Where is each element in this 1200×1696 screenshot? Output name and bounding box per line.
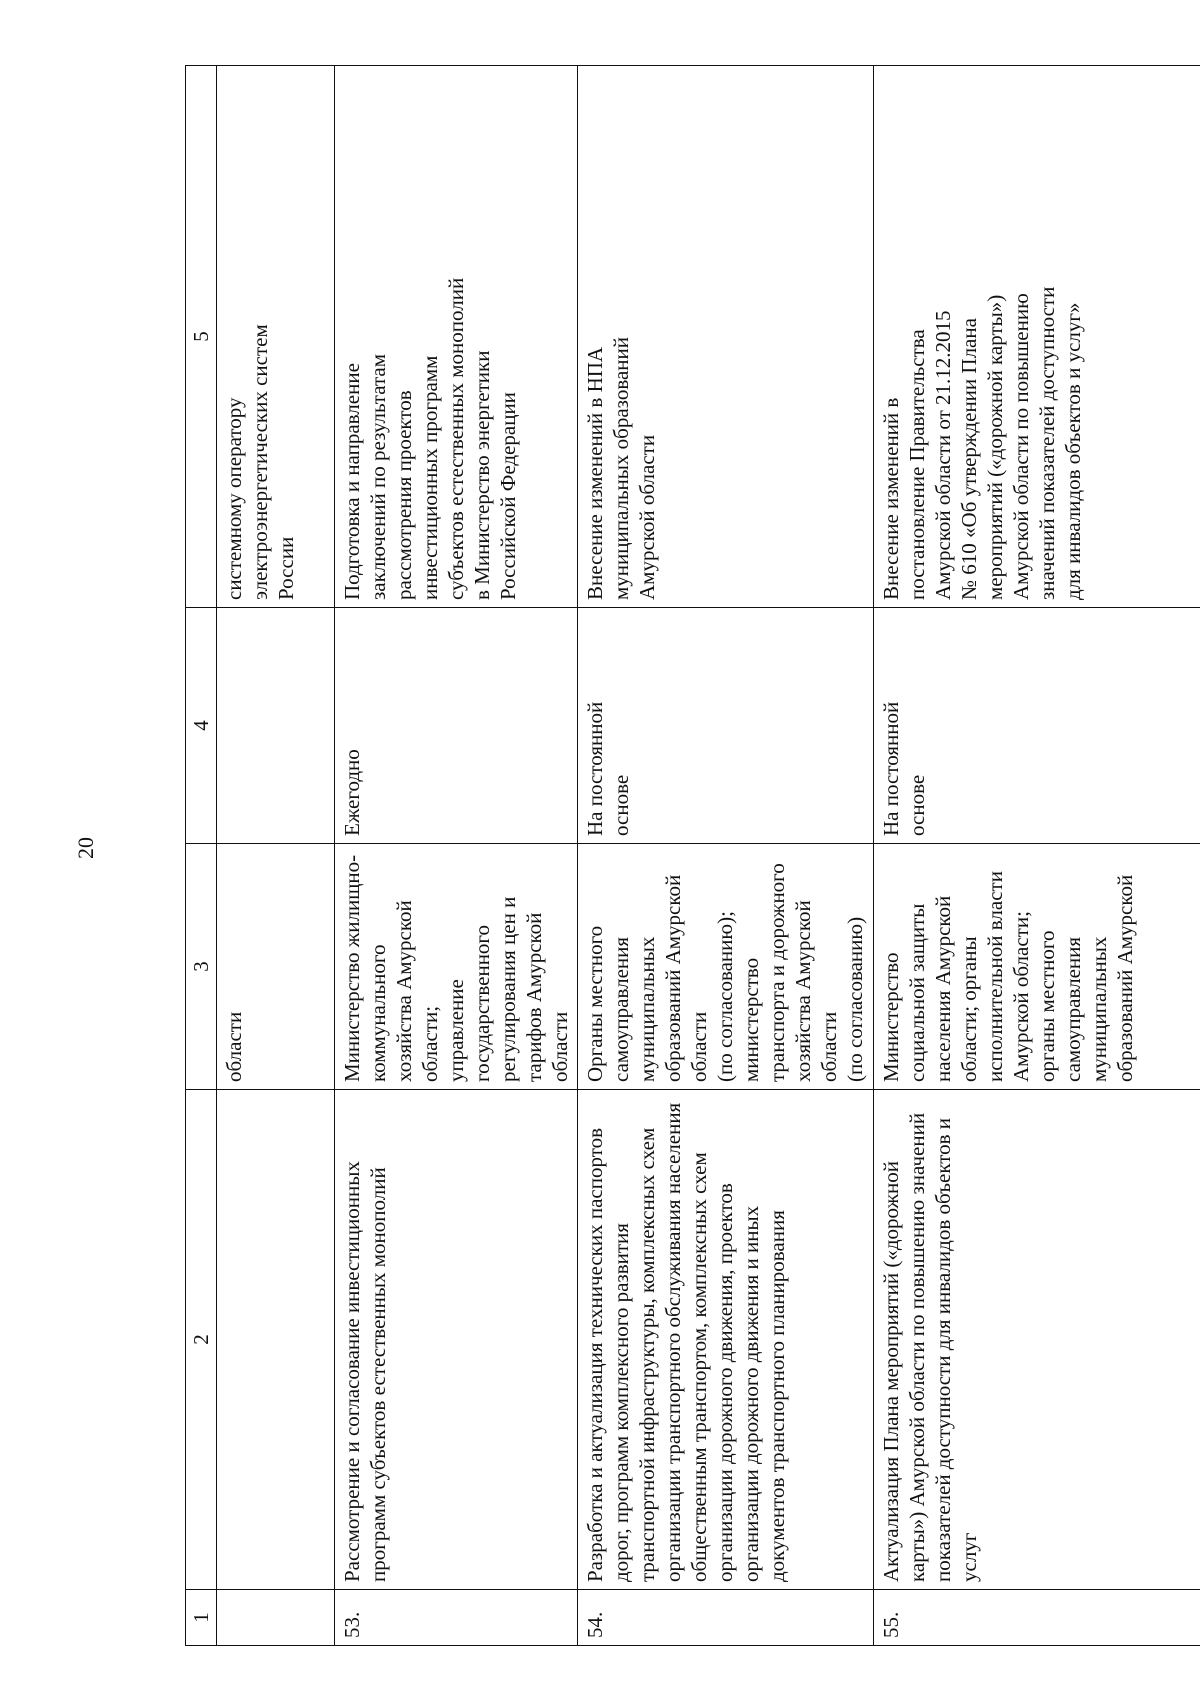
column-header-4: 4: [186, 608, 217, 844]
cell-num: 55.: [874, 1590, 1200, 1646]
cell-result: системному оператору электроэнергетических систем России: [217, 66, 335, 608]
table-row-continuation: [217, 66, 335, 1646]
column-header-3: 3: [186, 844, 217, 1090]
cell-num: 53.: [335, 1590, 578, 1646]
cell-result: Внесение изменений в постановление Правительства Амурской области от 21.12.2015 № 610 «Об утверждении Плана мероприятий («дорожной карты») Амурской области по повышению значений показателей доступности для инвалидов объектов и услуг»: [874, 66, 1200, 608]
table-row: [335, 66, 578, 1646]
table-row: [874, 66, 1200, 1646]
cell-action: [217, 1090, 335, 1590]
cell-deadline: [217, 608, 335, 844]
cell-result: Внесение изменений в НПА муниципальных образований Амурской области: [578, 66, 874, 608]
header-row: [186, 66, 217, 1646]
cell-action: Разработка и актуализация технических паспортов дорог, программ комплексного развития транспортной инфраструктуры, комплексных схем организации транспортного обслуживания населения общественным транспортом, комплексных схем организации дорожного движения, проектов организации дорожного движения и иных документов транспортного планирования: [578, 1090, 874, 1590]
cell-executor: области: [217, 844, 335, 1090]
cell-deadline: На постоянной основе: [874, 608, 1200, 844]
cell-deadline: Ежегодно: [335, 608, 578, 844]
cell-executor: Министерство жилищно- коммунального хозяйства Амурской области; управление государственного регулирования цен и тарифов Амурской области: [335, 844, 578, 1090]
column-header-5: 5: [186, 66, 217, 608]
column-header-2: 2: [186, 1090, 217, 1590]
rotated-page-content: [185, 66, 1200, 1646]
table-row: [578, 66, 874, 1646]
cell-executor: Органы местного самоуправления муниципальных образований Амурской области (по согласованию); министерство транспорта и дорожного хозяйства Амурской области (по согласованию): [578, 844, 874, 1090]
measures-table: [185, 65, 1200, 1646]
cell-deadline: На постоянной основе: [578, 608, 874, 844]
column-header-1: 1: [186, 1590, 217, 1646]
page-number: 20: [73, 837, 98, 859]
cell-action: Рассмотрение и согласование инвестиционных программ субъектов естественных монополий: [335, 1090, 578, 1590]
cell-num: 54.: [578, 1590, 874, 1646]
cell-num: [217, 1590, 335, 1646]
cell-result: Подготовка и направление заключений по результатам рассмотрения проектов инвестиционных программ субъектов естественных монополий в Министерство энергетики Российской Федерации: [335, 66, 578, 608]
cell-action: Актуализация Плана мероприятий («дорожной карты») Амурской области по повышению значений показателей доступности для инвалидов объектов и услуг: [874, 1090, 1200, 1590]
cell-executor: Министерство социальной защиты населения Амурской области; органы исполнительной власти Амурской области; органы местного самоуправления муниципальных образований Амурской: [874, 844, 1200, 1090]
